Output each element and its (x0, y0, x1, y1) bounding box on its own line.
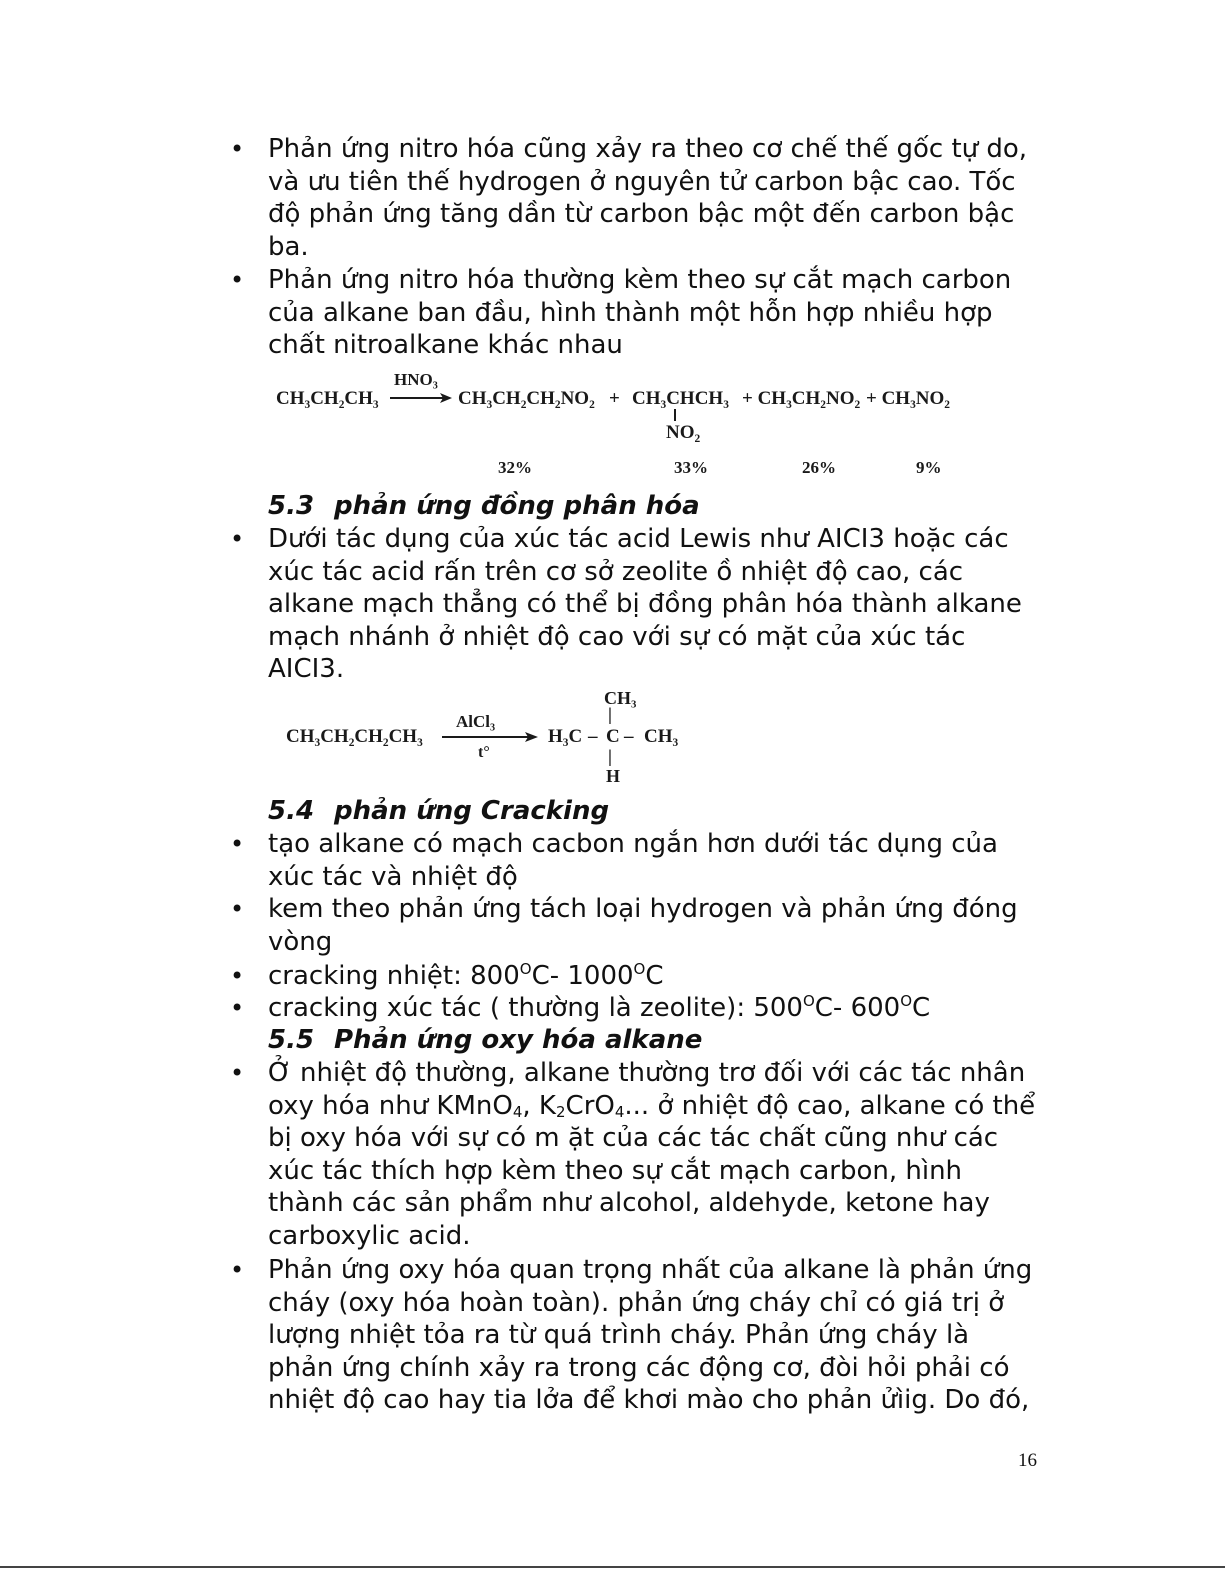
reaction-arrow-icon (440, 730, 540, 744)
bullet-marker: • (230, 1059, 245, 1087)
product-2-isopropyl: CH₃CHCH₃ (632, 388, 729, 409)
bond-bottom: | (608, 746, 612, 766)
bullet-marker: • (230, 994, 245, 1022)
paragraph-nitration-cleavage: Phản ứng nitro hóa thường kèm theo sự cắt mạch carbon của alkane ban đầu, hình thành một hỗn hợp nhiều hợp chất nitroalkane khác nhau (268, 265, 1012, 361)
paragraph-cracking-shorter-chain: tạo alkane có mạch cacbon ngắn hơn dưới tác dụng của xúc tác và nhiệt độ (268, 829, 998, 892)
condition-temperature: t° (478, 744, 490, 761)
paragraph-nitration-mechanism: Phản ứng nitro hóa cũng xảy ra theo cơ chế thế gốc tự do, và ưu tiên thế hydrogen ở nguyên tử carbon bậc cao. Tốc độ phản ứng tăng dần từ carbon bậc một đến carbon bậc ba. (268, 134, 1028, 262)
dash-left: – (588, 726, 598, 747)
reactant-propane: CH₃CH₂CH₃ (276, 388, 379, 409)
paragraph-catalytic-cracking: cracking xúc tác ( thường là zeolite): $500^OC-$ $600^OC$ (268, 992, 931, 1023)
product-3-nitroethane: + CH₃CH₂NO₂ (742, 388, 861, 409)
center-carbon: C (606, 726, 620, 747)
bullet-marker: • (230, 830, 245, 858)
bond-line-icon (672, 408, 678, 422)
product-1-nitropropane: CH₃CH₂CH₂NO₂ (458, 388, 595, 409)
yield-3: 26% (802, 458, 836, 477)
yield-1: 32% (498, 458, 532, 477)
bullet-marker: • (230, 525, 245, 553)
bullet-marker: • (230, 135, 245, 163)
paragraph-combustion: Phản ứng oxy hóa quan trọng nhất của alkane là phản ứng cháy (oxy hóa hoàn toàn). phản ứng cháy chỉ có giá trị ở lượng nhiệt tỏa ra từ quá trình cháy. Phản ứng cháy là phản ứng chính xảy ra trong các động cơ, đòi hỏi phải có nhiệt độ cao hay tia lởa để khơi mào cho phản ửìig. Do đó, (268, 1255, 1033, 1416)
product-2-nitro-group: NO₂ (666, 422, 701, 443)
paragraph-cracking-dehydrogenation: kem theo phản ứng tách loại hydrogen và phản ứng đóng vòng (268, 894, 1018, 957)
section-heading-5-4: 5.4 phản ứng Cracking (268, 796, 610, 826)
top-methyl-group: CH₃ (604, 688, 637, 708)
reaction-arrow-icon (388, 390, 454, 406)
paragraph-isomerization: Dưới tác dụng của xúc tác acid Lewis như AICI3 hoặc các xúc tác acid rấn trên cơ sở zeolite ồ nhiệt độ cao, các alkane mạch thẳng có thể bị đồng phân hóa thành alkane mạch nhánh ở nhiệt độ cao với sự có mặt của xúc tác AICI3. (268, 524, 1022, 685)
section-heading-5-3: 5.3 phản ứng đồng phân hóa (268, 491, 700, 521)
reagent-hno3: HNO₃ (394, 370, 438, 389)
reactant-butane: CH₃CH₂CH₂CH₃ (286, 726, 423, 747)
yield-4: 9% (916, 458, 942, 477)
isomerization-reaction-scheme (286, 688, 706, 788)
section-heading-5-5: 5.5 Phản ứng oxy hóa alkane (268, 1025, 703, 1055)
catalyst-alcl3: AlCl₃ (456, 712, 496, 731)
nitration-reaction-scheme (276, 370, 976, 480)
paragraph-thermal-cracking: cracking nhiệt: $800^OC-$ $1000^OC$ (268, 960, 664, 991)
page-bottom-divider (0, 1566, 1225, 1568)
bullet-marker: • (230, 962, 245, 990)
plus-sign: + (609, 388, 620, 409)
product-4-nitromethane: + CH₃NO₂ (866, 388, 950, 409)
bullet-marker: • (230, 895, 245, 923)
bullet-marker: • (230, 266, 245, 294)
right-methyl-group: CH₃ (644, 726, 679, 747)
bottom-hydrogen: H (606, 766, 621, 786)
page-number: 16 (1018, 1450, 1037, 1471)
bond-top: | (608, 704, 612, 724)
left-methyl-group: H₃C (548, 726, 583, 747)
yield-2: 33% (674, 458, 708, 477)
dash-right: – (624, 726, 634, 747)
bullet-marker: • (230, 1256, 245, 1284)
paragraph-oxidation-agents: Ở nhiệt độ thường, alkane thường trơ đối với các tác nhân oxy hóa như KMnO$_4$, $K_2CrO_4$... ở nhiệt độ cao, alkane có thể bị oxy hóa với sự có m ặt của các tác chất cũng như các xúc tác thích hợp kèm theo sự cắt mạch carbon, hình thành các sản phẩm như alcohol, aldehyde, ketone hay carboxylic acid. (268, 1058, 1036, 1251)
